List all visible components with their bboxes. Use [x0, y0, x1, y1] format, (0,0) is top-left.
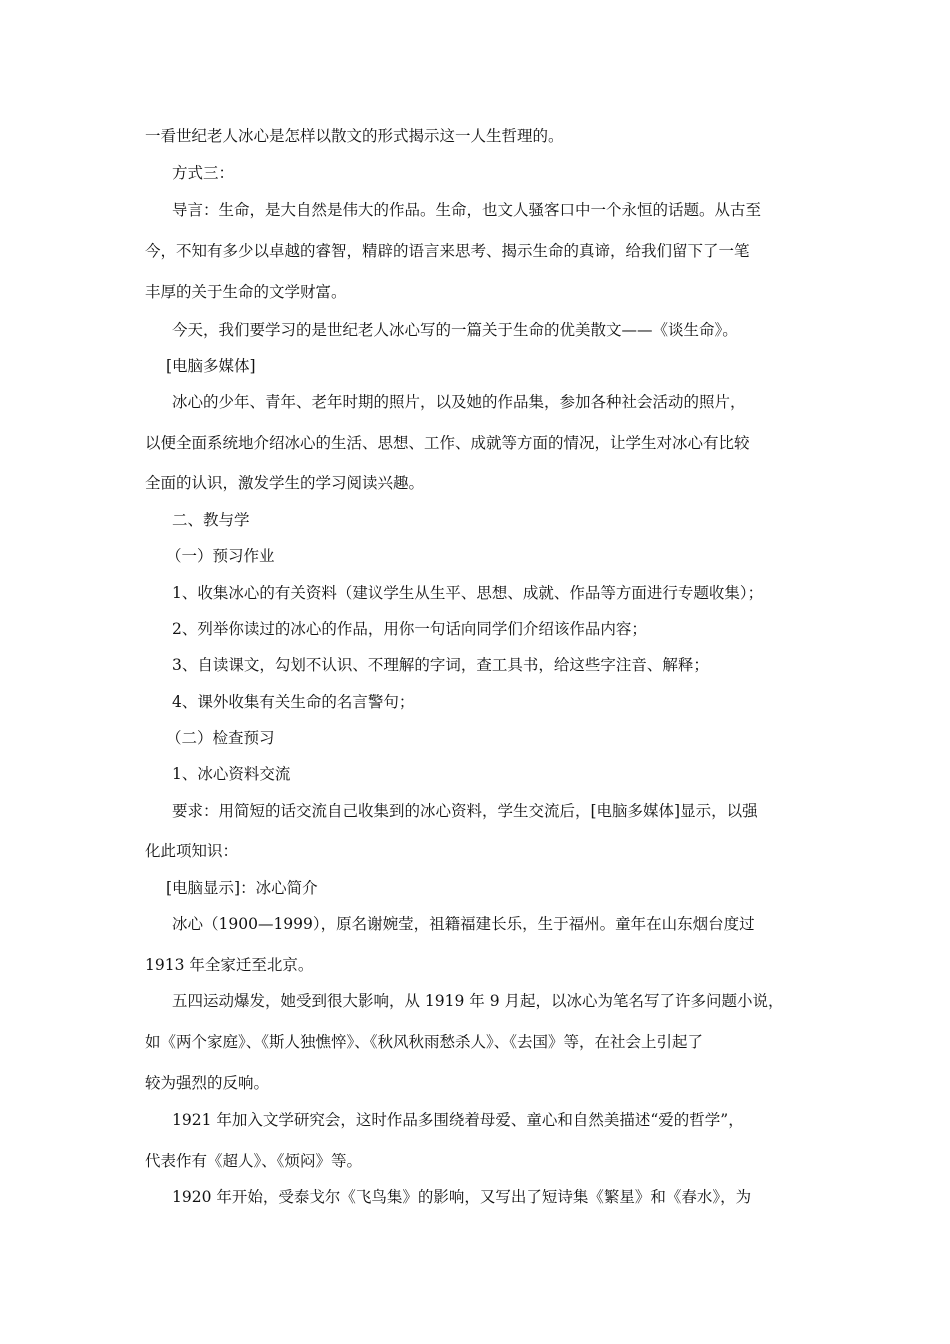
- text-line: 较为强烈的反响。: [145, 1074, 270, 1092]
- subsection-heading: （二）检查预习: [166, 729, 275, 747]
- section-heading: 二、教与学: [172, 511, 250, 529]
- text-line: [电脑多媒体]: [166, 357, 256, 375]
- text-line: 1、冰心资料交流: [172, 765, 291, 783]
- text-line: 代表作有《超人》、《烦闷》等。: [145, 1152, 363, 1170]
- text-line: 冰心的少年、青年、老年时期的照片，以及她的作品集，参加各种社会活动的照片，: [172, 393, 746, 411]
- text-line: 今天，我们要学习的是世纪老人冰心写的一篇关于生命的优美散文——《谈生命》。: [172, 321, 738, 339]
- text-line: 导言：生命，是大自然是伟大的作品。生命，也文人骚客口中一个永恒的话题。从古至: [172, 201, 762, 219]
- text-line: 冰心（1900—1999），原名谢婉莹，祖籍福建长乐，生于福州。童年在山东烟台度过: [172, 915, 755, 933]
- list-item: 2、列举你读过的冰心的作品，用你一句话向同学们介绍该作品内容；: [172, 620, 647, 638]
- text-line: 1913 年全家迁至北京。: [145, 956, 314, 974]
- list-item: 4、课外收集有关生命的名言警句；: [172, 693, 415, 711]
- text-line: 化此项知识：: [145, 842, 239, 860]
- list-item: 3、自读课文，勾划不认识、不理解的字词，查工具书，给这些字注音、解释；: [172, 656, 709, 674]
- text-line: 要求：用简短的话交流自己收集到的冰心资料，学生交流后，[电脑多媒体]显示，以强: [172, 802, 758, 820]
- subsection-heading: （一）预习作业: [166, 547, 275, 565]
- text-line: 全面的认识，激发学生的学习阅读兴趣。: [145, 474, 425, 492]
- text-line: 五四运动爆发，她受到很大影响，从 1919 年 9 月起，以冰心为笔名写了许多问题小说，: [172, 992, 784, 1010]
- text-line: 方式三：: [172, 164, 235, 182]
- list-item: 1、收集冰心的有关资料（建议学生从生平、思想、成就、作品等方面进行专题收集）；: [172, 584, 764, 602]
- text-line: 丰厚的关于生命的文学财富。: [145, 283, 347, 301]
- text-line: 如《两个家庭》、《斯人独憔悴》、《秋风秋雨愁杀人》、《去国》等，在社会上引起了: [145, 1033, 704, 1051]
- text-line: [电脑显示]：冰心简介: [166, 879, 318, 897]
- text-line: 一看世纪老人冰心是怎样以散文的形式揭示这一人生哲理的。: [145, 127, 564, 145]
- text-line: 今，不知有多少以卓越的睿智，精辟的语言来思考、揭示生命的真谛，给我们留下了一笔: [145, 242, 750, 260]
- text-line: 1921 年加入文学研究会，这时作品多围绕着母爱、童心和自然美描述“爱的哲学”，: [172, 1111, 744, 1129]
- text-line: 以便全面系统地介绍冰心的生活、思想、工作、成就等方面的情况，让学生对冰心有比较: [145, 434, 750, 452]
- text-line: 1920 年开始，受泰戈尔《飞鸟集》的影响，又写出了短诗集《繁星》和《春水》，为: [172, 1188, 752, 1206]
